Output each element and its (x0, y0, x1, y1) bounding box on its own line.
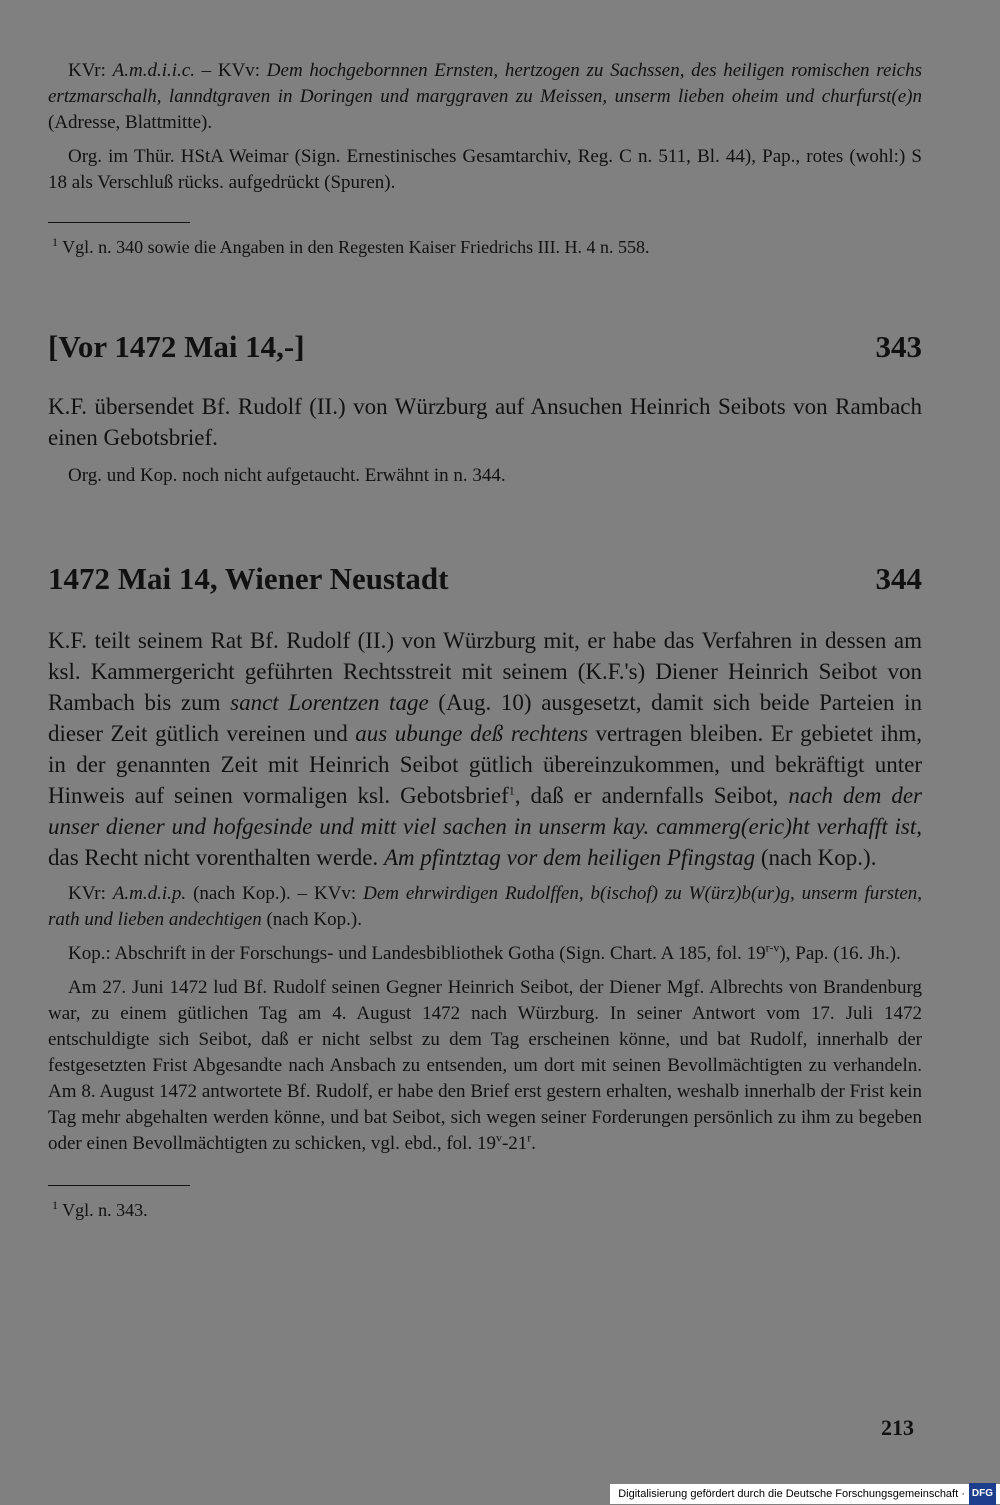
entry-344-notes (48, 881, 922, 1157)
document-page (48, 58, 922, 1222)
kv-suffix: (nach Kop.). (261, 909, 362, 930)
entry-344-number: 344 (875, 561, 922, 596)
text-part: (Aug. 10) ausgesetzt, damit sich beide Parteien in dieser Zeit gütlich vereinen und (48, 690, 923, 746)
dfg-logo: DFG (969, 1483, 996, 1505)
org-note: Org. im Thür. HStA Weimar (Sign. Ernestinisches Gesamtarchiv, Reg. C n. 511, Bl. 44), Pap., rotes (wohl:) S 18 als Verschluß rücks. aufgedrückt (Spuren). (48, 146, 922, 193)
dfg-footer (610, 1484, 1000, 1504)
entry-343-text: K.F. übersendet Bf. Rudolf (II.) von Würzburg auf Ansuchen Heinrich Seibots von Rambach einen Gebotsbrief. (48, 394, 922, 450)
footer-text: Digitalisierung gefördert durch die Deutsche Forschungsgemeinschaft · (618, 1488, 965, 1500)
text-part: (nach Kop.). (755, 845, 877, 870)
entry-344-kv (48, 881, 922, 933)
text-italic: sanct Lorentzen tage (230, 690, 429, 715)
text-italic: Am pfintztag vor dem heiligen Pfingstag (383, 845, 756, 870)
entry-344-date: 1472 Mai 14, Wiener Neustadt (48, 561, 449, 596)
entry-343-note-block (48, 463, 922, 489)
kv-vr: A.m.d.i.p. (112, 883, 187, 904)
kop-sup: r-v (765, 940, 780, 955)
kv-line (48, 58, 922, 136)
page-number: 213 (881, 1415, 914, 1440)
comment-sup: v (495, 1130, 502, 1145)
entry-343-heading (48, 329, 922, 365)
kv-prefix: KVr: (68, 883, 113, 904)
entry-343-number: 343 (875, 329, 922, 364)
kv-mid: (nach Kop.). – KVv: (186, 883, 364, 904)
footnote-mark: 1 (52, 235, 58, 249)
entry-343-note: Org. und Kop. noch nicht aufgetaucht. Erwähnt in n. 344. (68, 465, 506, 486)
comment-sup: r (527, 1130, 532, 1145)
kv-suffix: (Adresse, Blattmitte). (48, 112, 213, 133)
text-italic: nach dem der unser diener und hofgesinde und mitt viel sachen in unserm kay. cammerg(eric)ht verhafft ist (48, 783, 923, 839)
entry-343-date: [Vor 1472 Mai 14,-] (48, 329, 305, 364)
kv-mid: – KVv: (194, 60, 267, 81)
comment-mid: -21 (501, 1133, 528, 1154)
footnote (48, 235, 922, 259)
kop-end: ), Pap. (16. Jh.). (779, 943, 901, 964)
entry-344-heading (48, 561, 922, 597)
kv-vv: Dem ehrwirdigen Rudolffen, b(ischof) zu W(ürz)b(ur)g, unserm fursten, rath und lieben andechtigen (48, 883, 923, 930)
footnote-ref: 1 (508, 783, 515, 798)
top-notes (48, 58, 922, 196)
kop-text: Kop.: Abschrift in der Forschungs- und Landesbibliothek Gotha (Sign. Chart. A 185, fol. 19 (68, 943, 766, 964)
entry-344-text (48, 625, 922, 873)
text-part: , daß er andernfalls Seibot, (514, 783, 789, 808)
comment-end: . (531, 1133, 537, 1154)
kv-vr: A.m.d.i.i.c. (112, 60, 195, 81)
entry-344-comment (48, 975, 922, 1157)
text-part: K.F. teilt seinem Rat Bf. Rudolf (II.) von Würzburg mit, er habe das Verfahren in dessen am ksl. Kammergericht geführten Rechtsstreit mit seinem (K.F.'s) Diener Heinrich Seibot von Rambach bis zum (48, 628, 922, 715)
footnote-text: Vgl. n. 340 sowie die Angaben in den Regesten Kaiser Friedrichs III. H. 4 n. 558. (58, 237, 650, 257)
footnote-text: Vgl. n. 343. (58, 1200, 148, 1220)
text-italic: aus ubunge deß rechtens (355, 721, 588, 746)
text-part: vertragen bleiben. Er gebietet ihm, in der genannten Zeit mit Heinrich Seibot gütlich übereinzukommen, und bekräftigt unter Hinweis auf seinen vormaligen ksl. Gebotsbrief (48, 721, 922, 808)
entry-344-kop (48, 941, 922, 967)
comment-text: Am 27. Juni 1472 lud Bf. Rudolf seinen Gegner Heinrich Seibot, der Diener Mgf. Albrechts von Brandenburg war, zu einem gütlichen Tag am 4. August 1472 nach Würzburg. In seiner Antwort vom 17. Juli 1472 entschuldigte sich Seibot, daß er nicht selbst zu dem Tag erscheinen könne, und bat Rudolf, innerhalb der festgesetzten Frist Abgesandte nach Ansbach zu entsenden, um dort mit seinen Bevollmächtigten zu verhandeln. Am 8. August 1472 antwortete Bf. Rudolf, er habe den Brief erst gestern erhalten, weshalb innerhalb der Frist kein Tag mehr abgehalten werden könne, und bat Seibot, sich wegen seiner Forderungen persönlich zu ihm zu begeben oder einen Bevollmächtigten zu schicken, vgl. ebd., fol. 19 (48, 977, 922, 1154)
kv-prefix: KVr: (68, 60, 113, 81)
footnote-rule (48, 222, 190, 223)
kv-vv: Dem hochgebornnen Ernsten, hertzogen zu Sachssen, des heiligen romischen reichs ertzmarschalh, lanndtgraven in Doringen und marggraven zu Meissen, unserm lieben oheim und churfurst(e)n (48, 60, 922, 107)
footnote-rule (48, 1185, 190, 1186)
footnote (48, 1198, 922, 1222)
footnote-mark: 1 (52, 1198, 58, 1212)
text-part: , das Recht nicht vorenthalten werde. (48, 814, 922, 870)
